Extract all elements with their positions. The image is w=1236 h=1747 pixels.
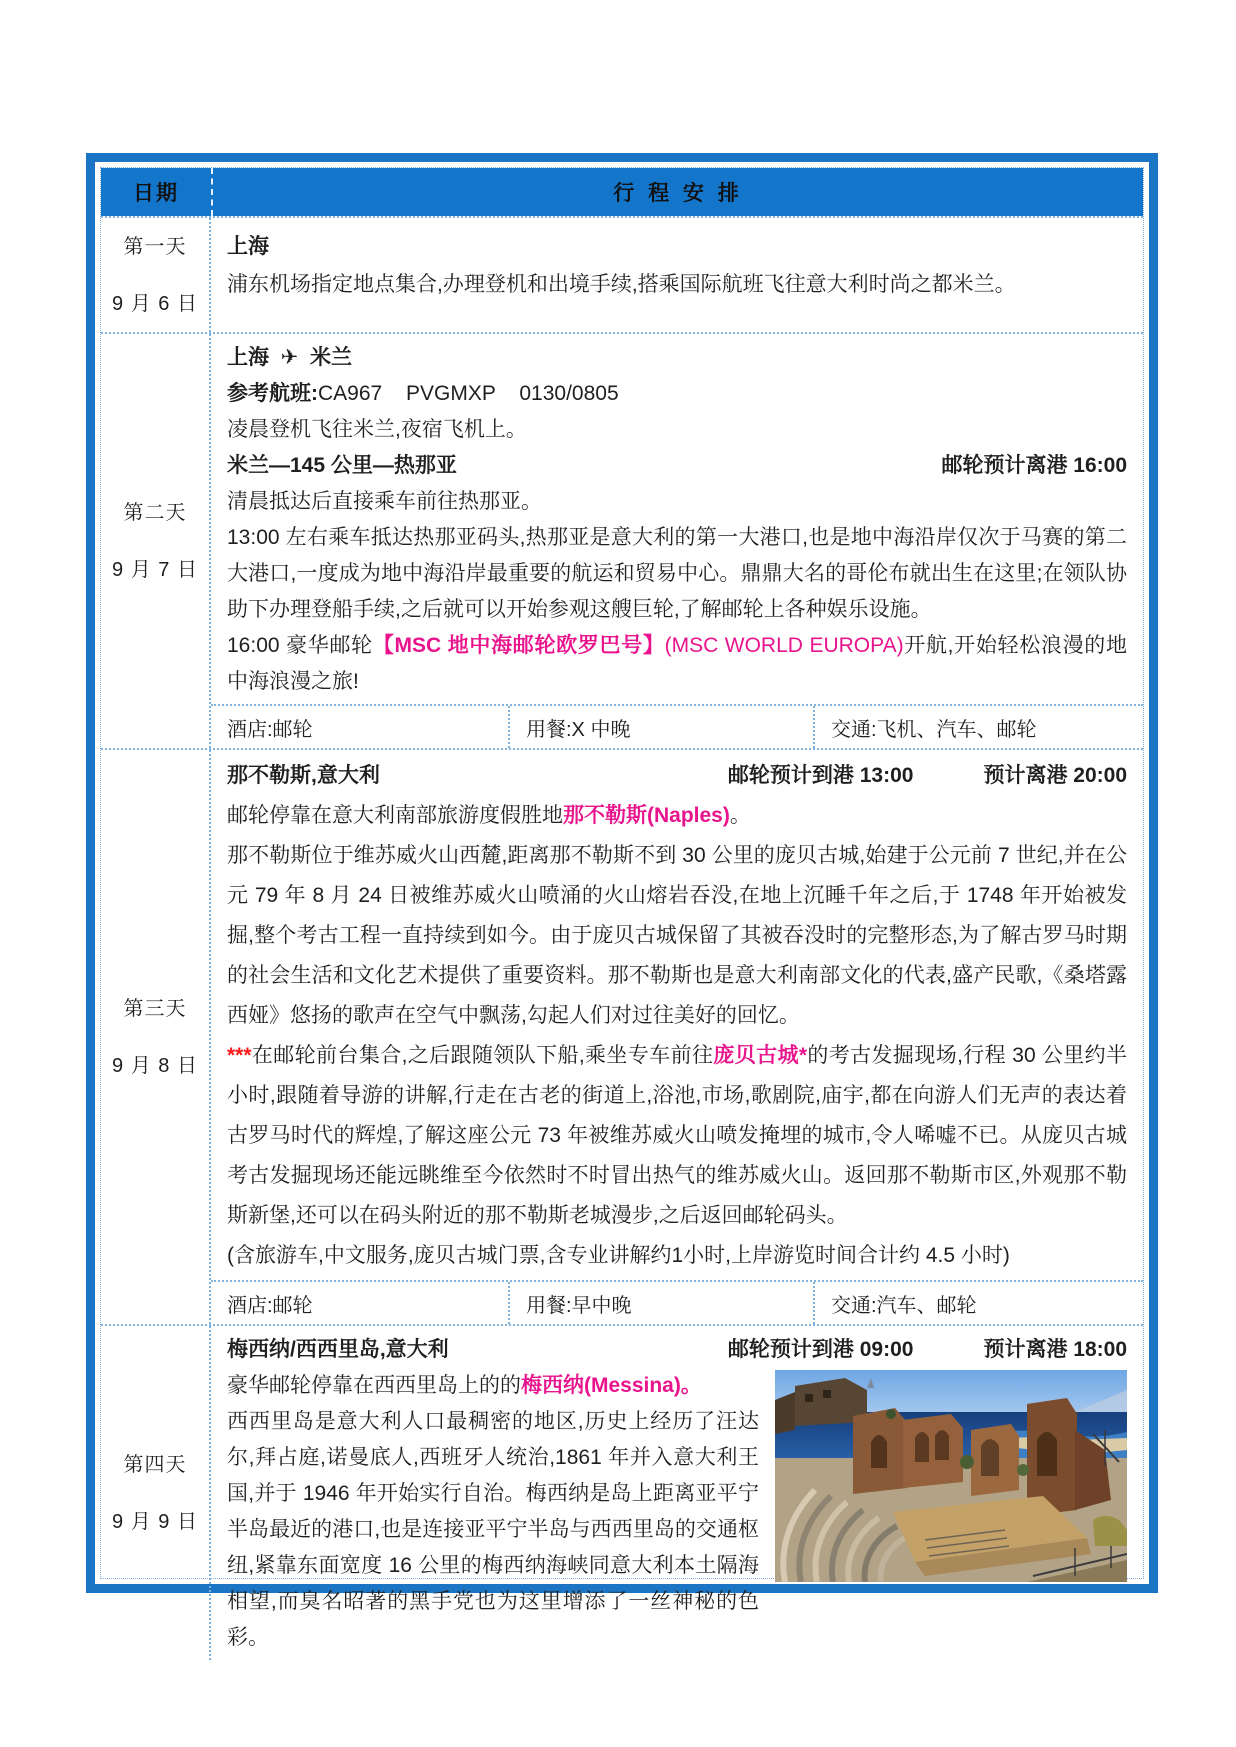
day1-content-cell xyxy=(211,218,1143,332)
day2-footer-row xyxy=(211,704,1143,748)
day3-date-cell xyxy=(101,750,211,1324)
day3-intro xyxy=(227,796,1127,836)
table-header-row xyxy=(101,168,1143,216)
day4-depart-time: 预计离港 18:00 xyxy=(983,1338,1127,1361)
airplane-icon: ✈ xyxy=(280,346,299,369)
day1-date-cell xyxy=(101,218,211,332)
day2-transfer-line xyxy=(227,448,1127,484)
day2-content xyxy=(211,334,1143,704)
day3-intro-post: 。 xyxy=(729,804,751,827)
stars-marker: *** xyxy=(227,1044,252,1067)
pompeii-highlight: 庞贝古城* xyxy=(713,1044,808,1067)
day4-content-cell xyxy=(211,1326,1143,1660)
day2-content-cell xyxy=(211,334,1143,748)
day4-title: 梅西纳/西西里岛,意大利 xyxy=(227,1338,449,1361)
day2-date: 9 月 7 日 xyxy=(112,559,198,581)
day3-para2 xyxy=(227,1036,1127,1236)
day4-date: 9 月 9 日 xyxy=(112,1511,198,1533)
header-plan-column: 行 程 安 排 xyxy=(613,182,743,205)
cruise-name-en: (MSC WORLD EUROPA) xyxy=(664,634,904,657)
day3-headline xyxy=(227,756,1127,796)
day3-para1: 那不勒斯位于维苏威火山西麓,距离那不勒斯不到 30 公里的庞贝古城,始建于公元前 7 世纪,并在公元 79 年 8 月 24 日被维苏威火山喷涌的火山熔岩吞没,在地上沉睡千年之后,于 1748 年开始被发掘,整个考古工程一直持续到如今。由于庞贝古城保留了其被吞没时的完整形态,为了解古罗马时期的社会生活和文化艺术提供了重要资料。那不勒斯也是意大利南部文化的代表,盛产民歌,《桑塔露西娅》悠扬的歌声在空气中飘荡,勾起人们对过往美好的回忆。 xyxy=(227,844,1127,1027)
day3-para3: (含旅游车,中文服务,庞贝古城门票,含专业讲解约1小时,上岸游览时间合计约 4.5 小时) xyxy=(227,1244,1010,1267)
day3-footer-row xyxy=(211,1280,1143,1324)
day4-arrive-time: 邮轮预计到港 09:00 xyxy=(727,1338,914,1361)
itinerary-table-inner xyxy=(100,167,1144,1649)
day3-hotel: 酒店:邮轮 xyxy=(227,1294,313,1317)
day3-content xyxy=(211,750,1143,1280)
itinerary-table xyxy=(86,153,1158,1649)
day2-flight-line xyxy=(227,376,1127,412)
day1-label: 第一天 xyxy=(123,236,187,258)
row-day3 xyxy=(101,748,1143,1324)
day2-transport: 交通:飞机、汽车、邮轮 xyxy=(813,706,1143,748)
taormina-theatre-photo xyxy=(775,1370,1127,1582)
transfer-title: 米兰—145 公里—热那亚 xyxy=(227,454,457,477)
day2-para2 xyxy=(227,628,1127,700)
header-date-column: 日期 xyxy=(101,168,213,216)
day2-route-line xyxy=(227,340,1127,376)
row-day2 xyxy=(101,332,1143,748)
day2-hotel: 酒店:邮轮 xyxy=(227,718,313,741)
messina-highlight: 梅西纳(Messina)。 xyxy=(521,1374,702,1397)
day3-arrive-time: 邮轮预计到港 13:00 xyxy=(727,764,914,787)
cruise-name-cn: 【MSC 地中海邮轮欧罗巴号】 xyxy=(372,634,665,657)
row-day1 xyxy=(101,216,1143,332)
day3-para2-post: 的考古发掘现场,行程 30 公里约半小时,跟随着导游的讲解,行走在古老的街道上,浴池,市场,歌剧院,庙宇,都在向游人们无声的表达着古罗马时代的辉煌,了解这座公元 73 年被维苏威火山喷发掩埋的城市,令人唏嘘不已。从庞贝古城考古发掘现场还能远眺维至今依然时不时冒出热气的维苏威火山。返回那不勒斯市区,外观那不勒斯新堡,还可以在码头附近的那不勒斯老城漫步,之后返回邮轮码头。 xyxy=(227,1044,1127,1227)
day2-line1: 凌晨登机飞往米兰,夜宿飞机上。 xyxy=(227,418,527,441)
day4-date-cell xyxy=(101,1326,211,1660)
flight-label: 参考航班: xyxy=(227,382,318,405)
day3-meal: 用餐:早中晚 xyxy=(508,1282,813,1324)
route-from: 上海 xyxy=(227,346,269,369)
depart-time: 邮轮预计离港 16:00 xyxy=(941,454,1127,477)
route-to: 米兰 xyxy=(309,346,352,369)
day3-content-cell xyxy=(211,750,1143,1324)
naples-highlight: 那不勒斯(Naples) xyxy=(563,804,730,827)
day3-transport: 交通:汽车、邮轮 xyxy=(813,1282,1143,1324)
day3-label: 第三天 xyxy=(123,998,187,1020)
day3-title: 那不勒斯,意大利 xyxy=(227,764,380,787)
day2-label: 第二天 xyxy=(123,502,187,524)
day2-date-cell xyxy=(101,334,211,748)
day4-label: 第四天 xyxy=(123,1454,187,1476)
flight-value: CA967 PVGMXP 0130/0805 xyxy=(318,382,619,405)
day2-para2-pre: 16:00 豪华邮轮 xyxy=(227,634,373,657)
day3-depart-time: 预计离港 20:00 xyxy=(983,764,1127,787)
day1-desc: 浦东机场指定地点集合,办理登机和出境手续,搭乘国际航班飞往意大利时尚之都米兰。 xyxy=(227,273,1016,296)
row-day4 xyxy=(101,1324,1143,1660)
day1-title: 上海 xyxy=(227,235,269,258)
day2-meal: 用餐:X 中晚 xyxy=(508,706,813,748)
day3-date: 9 月 8 日 xyxy=(112,1055,198,1077)
day2-para2-post: 开航,开始轻松浪漫的地中海浪漫之旅! xyxy=(227,634,1127,693)
day3-para2-pre: 在邮轮前台集合,之后跟随领队下船,乘坐专车前往 xyxy=(251,1044,714,1067)
day3-intro-pre: 邮轮停靠在意大利南部旅游度假胜地 xyxy=(227,804,563,827)
day4-content xyxy=(211,1326,1143,1660)
day1-date: 9 月 6 日 xyxy=(112,293,198,315)
day4-headline xyxy=(227,1332,1127,1368)
day4-para1: 西西里岛是意大利人口最稠密的地区,历史上经历了汪达尔,拜占庭,诺曼底人,西班牙人统治,1861 年并入意大利王国,并于 1946 年开始实行自治。梅西纳是岛上距离亚平宁半岛最近的港口,也是连接亚平宁半岛与西西里岛的交通枢纽,紧靠东面宽度 16 公里的梅西纳海峡同意大利本土隔海相望,而臭名昭著的黑手党也为这里增添了一丝神秘的色彩。 xyxy=(227,1410,759,1649)
day2-line2: 清晨抵达后直接乘车前往热那亚。 xyxy=(227,490,542,513)
day2-para1: 13:00 左右乘车抵达热那亚码头,热那亚是意大利的第一大港口,也是地中海沿岸仅次于马赛的第二大港口,一度成为地中海沿岸最重要的航运和贸易中心。鼎鼎大名的哥伦布就出生在这里;在领队协助下办理登船手续,之后就可以开始参观这艘巨轮,了解邮轮上各种娱乐设施。 xyxy=(227,526,1127,621)
day4-intro-pre: 豪华邮轮停靠在西西里岛上的的 xyxy=(227,1374,521,1397)
day1-content xyxy=(211,218,1143,332)
